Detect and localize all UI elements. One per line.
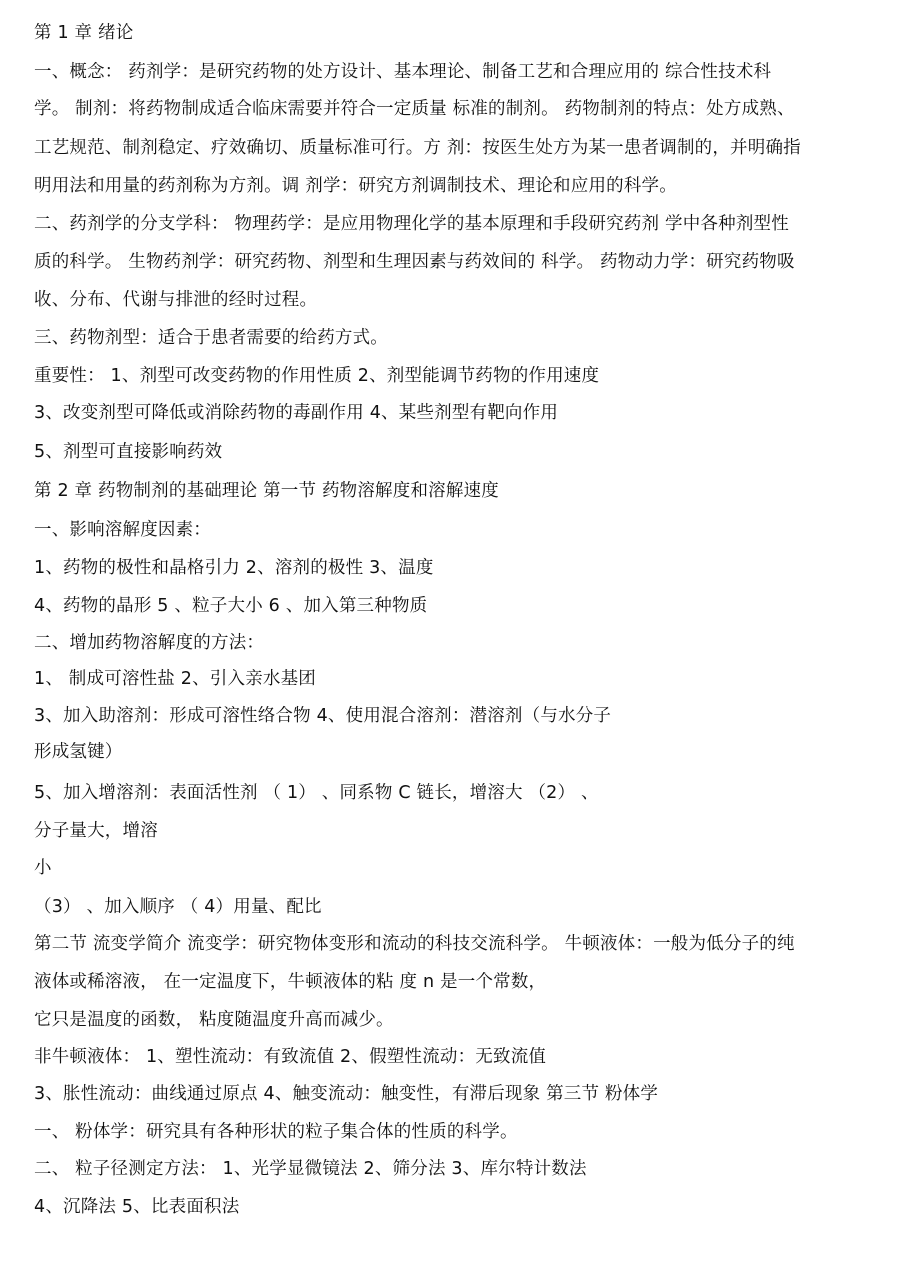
text-line: 质的科学。 生物药剂学：研究药物、剂型和生理因素与药效间的 科学。 药物动力学：研究药物吸 bbox=[34, 252, 795, 272]
chapter-2-heading: 第 2 章 药物制剂的基础理论 第一节 药物溶解度和溶解速度 bbox=[34, 481, 499, 501]
text-line: 5、加入增溶剂：表面活性剂 （ 1） 、同系物 C 链长，增溶大 （2） 、 bbox=[34, 783, 599, 803]
text-line: 收、分布、代谢与排泄的经时过程。 bbox=[34, 290, 318, 310]
chapter-1-heading: 第 1 章 绪论 bbox=[34, 23, 134, 43]
text-line: 一、影响溶解度因素： bbox=[34, 520, 211, 540]
section-2-heading: 第二节 流变学简介 流变学：研究物体变形和流动的科技交流科学。 牛顿液体：一般为低分子的纯 bbox=[34, 934, 795, 954]
text-line: 一、 粉体学：研究具有各种形状的粒子集合体的性质的科学。 bbox=[34, 1122, 518, 1142]
text-line: 重要性： 1、剂型可改变药物的作用性质 2、剂型能调节药物的作用速度 bbox=[34, 366, 600, 386]
text-line: 二、 粒子径测定方法： 1、光学显微镜法 2、筛分法 3、库尔特计数法 bbox=[34, 1159, 587, 1179]
text-line: 4、沉降法 5、比表面积法 bbox=[34, 1197, 240, 1217]
text-line: 3、加入助溶剂：形成可溶性络合物 4、使用混合溶剂：潜溶剂（与水分子 bbox=[34, 706, 612, 726]
text-line: 4、药物的晶形 5 、粒子大小 6 、加入第三种物质 bbox=[34, 596, 428, 616]
text-line: 二、药剂学的分支学科： 物理药学：是应用物理化学的基本原理和手段研究药剂 学中各种剂型性 bbox=[34, 214, 789, 234]
text-line: 3、胀性流动：曲线通过原点 4、触变流动：触变性，有滞后现象 第三节 粉体学 bbox=[34, 1084, 659, 1104]
text-line: 液体或稀溶液， 在一定温度下，牛顿液体的粘 度 n 是一个常数， bbox=[34, 972, 547, 992]
text-line: 分子量大，增溶 bbox=[34, 821, 158, 841]
text-line: 非牛顿液体： 1、塑性流动：有致流值 2、假塑性流动：无致流值 bbox=[34, 1047, 547, 1067]
text-line: 1、 制成可溶性盐 2、引入亲水基团 bbox=[34, 669, 316, 689]
text-line: 形成氢键） bbox=[34, 742, 123, 762]
text-line: 明用法和用量的药剂称为方剂。调 剂学：研究方剂调制技术、理论和应用的科学。 bbox=[34, 176, 677, 196]
text-line: 工艺规范、制剂稳定、疗效确切、质量标准可行。方 剂：按医生处方为某一患者调制的，并明确指 bbox=[34, 138, 801, 158]
text-line: （3） 、加入顺序 （ 4）用量、配比 bbox=[34, 897, 322, 917]
text-line: 3、改变剂型可降低或消除药物的毒副作用 4、某些剂型有靶向作用 bbox=[34, 403, 559, 423]
text-line: 一、概念： 药剂学：是研究药物的处方设计、基本理论、制备工艺和合理应用的 综合性技术科 bbox=[34, 62, 772, 82]
text-line: 1、药物的极性和晶格引力 2、溶剂的极性 3、温度 bbox=[34, 558, 434, 578]
text-line: 5、剂型可直接影响药效 bbox=[34, 442, 223, 462]
text-line: 三、药物剂型：适合于患者需要的给药方式。 bbox=[34, 328, 388, 348]
text-line: 学。 制剂：将药物制成适合临床需要并符合一定质量 标准的制剂。 药物制剂的特点：处方成熟、 bbox=[34, 99, 795, 119]
text-line: 二、增加药物溶解度的方法： bbox=[34, 633, 265, 653]
text-line: 小 bbox=[34, 858, 52, 878]
text-line: 它只是温度的函数， 粘度随温度升高而减少。 bbox=[34, 1010, 394, 1030]
